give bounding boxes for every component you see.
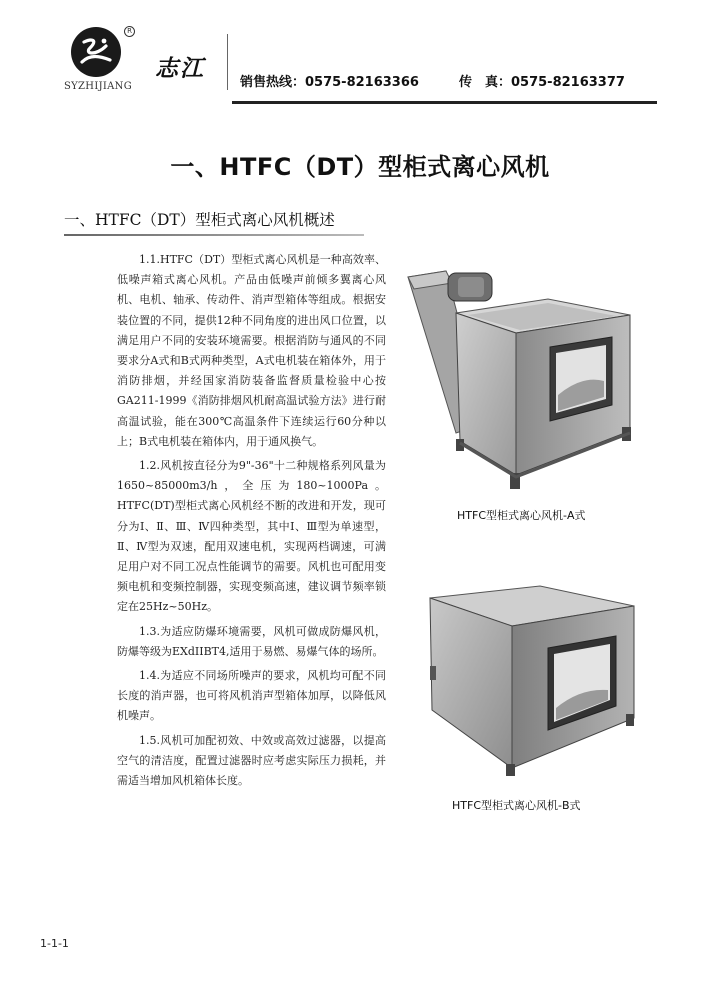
paragraph-1-1: 1.1.HTFC（DT）型柜式离心风机是一种高效率、低噪声箱式离心风机。产品由低噪声前倾多翼离心风机、电机、轴承、传动件、消声型箱体等组成。根据安装位置的不同，提供12种不同角度的进出风口位置，以满足用户不同的安装环境需要。根据消防与通风的不同要求分A式和B式两种类型，A式电机装在箱体外，用于消防排烟，并经国家消防装备监督质量检验中心按GA211-1999《消防排烟风机耐高温试验方法》进行耐高温试验，能在300℃高温条件下连续运行60分种以上；B式电机装在箱体内，用于通风换气。 xyxy=(117,253,386,448)
registered-mark: R xyxy=(124,26,135,37)
fan-a-photo xyxy=(398,255,638,495)
header-rule xyxy=(232,101,657,104)
brand-name-en: SYZHIJIANG xyxy=(64,81,132,92)
fan-a-caption: HTFC型柜式离心风机-A式 xyxy=(457,509,586,522)
paragraph-1-3: 1.3.为适应防爆环境需要，风机可做成防爆风机，防爆等级为EXdIIBT4,适用于易燃、易爆气体的场所。 xyxy=(117,624,386,658)
sales-hotline: 销售热线：0575-82163366 xyxy=(240,75,419,90)
paragraph-1-2: 1.2.风机按直径分为9"-36"十二种规格系列风量为1650~85000m3/h，全压为180~1000Pa。HTFC(DT)型柜式离心风机经不断的改进和开发，现可分为Ⅰ、Ⅱ、Ⅲ、Ⅳ四种类型，其中Ⅰ、Ⅲ型为单速型，Ⅱ、Ⅳ型为双速，配用双速电机，实现两档调速，可满足用户对不同工况点性能调节的需要。风机也可配用变频电机和变频控制器，实现变频高速，建议调节频率锁定在25Hz~50Hz。 xyxy=(117,459,386,614)
section-underline xyxy=(64,234,364,236)
logo-mark-icon xyxy=(76,34,116,70)
fan-b-photo xyxy=(420,578,640,778)
page-title: 一、HTFC（DT）型柜式离心风机 xyxy=(170,153,550,181)
paragraph-1-5: 1.5.风机可加配初效、中效或高效过滤器，以提高空气的清洁度，配置过滤器时应考虑实际压力损耗，并需适当增加风机箱体长度。 xyxy=(117,733,386,788)
brand-logo xyxy=(71,27,121,77)
fax-number: 传 真：0575-82163377 xyxy=(459,75,625,90)
fan-b-caption: HTFC型柜式离心风机-B式 xyxy=(452,799,581,812)
header-divider xyxy=(227,34,228,90)
overview-text xyxy=(117,250,386,795)
brand-name-cn: 志江 xyxy=(155,55,205,82)
section-heading: 一、HTFC（DT）型柜式离心风机概述 xyxy=(64,211,335,229)
paragraph-1-4: 1.4.为适应不同场所噪声的要求，风机均可配不同长度的消声器，也可将风机消声型箱体加厚，以降低风机噪声。 xyxy=(117,669,386,723)
page-number: 1-1-1 xyxy=(40,937,69,950)
